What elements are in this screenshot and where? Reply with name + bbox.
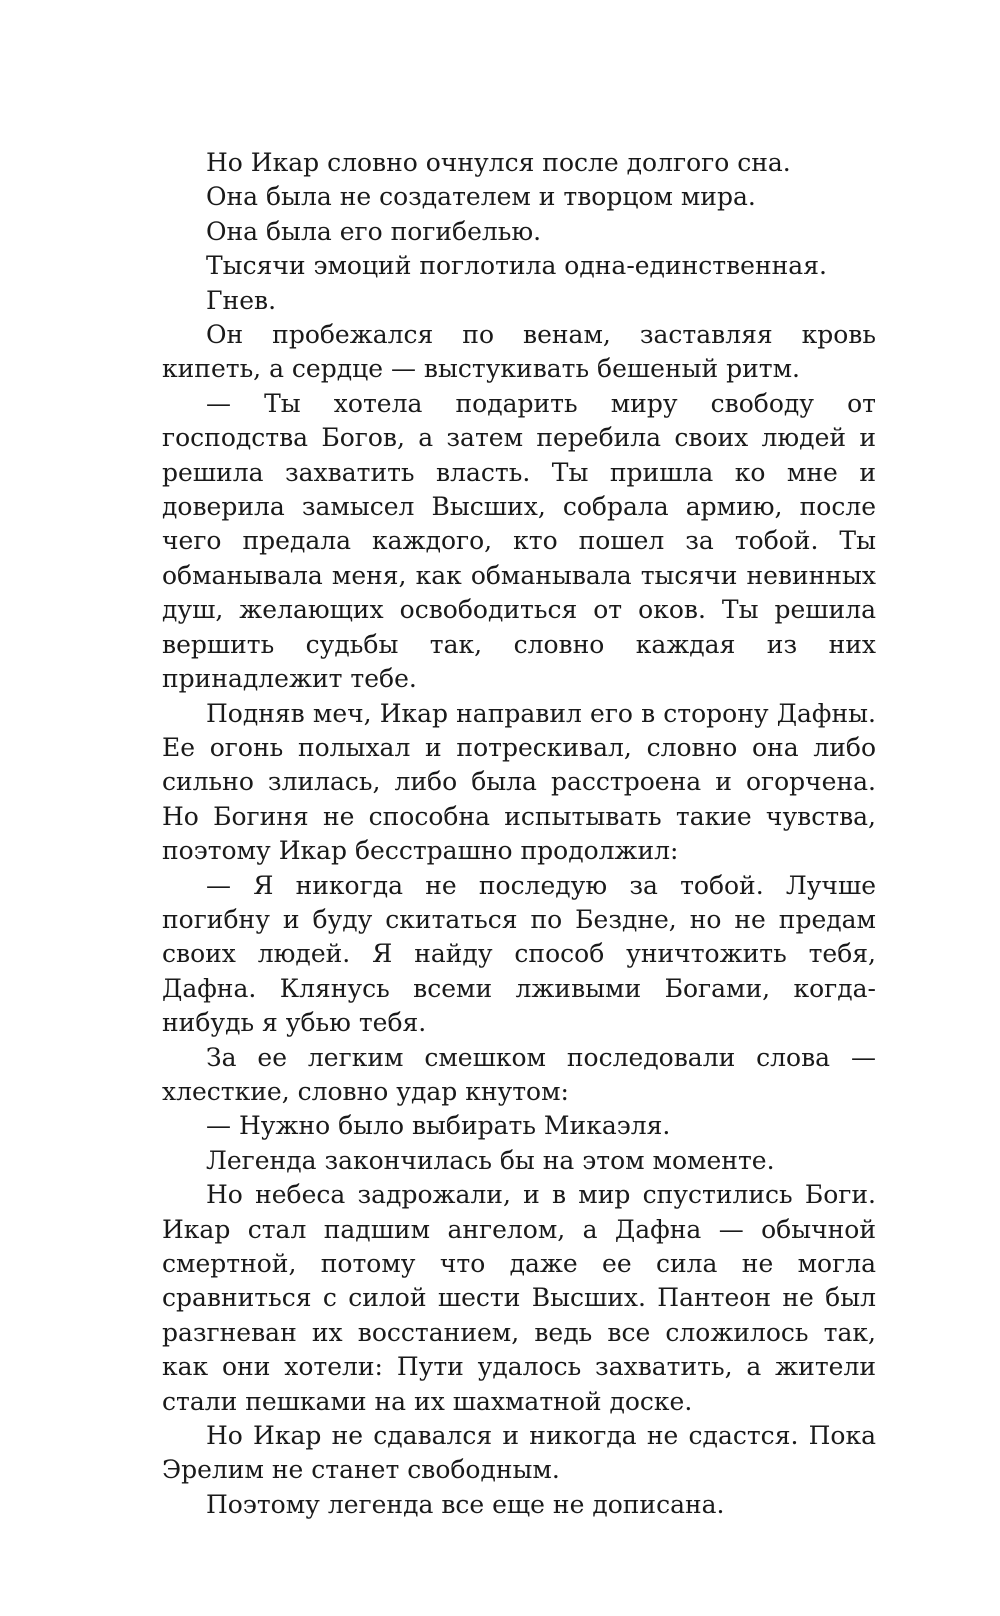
paragraph: Но Икар словно очнулся после долгого сна. [206, 148, 791, 177]
paragraph: Подняв меч, Икар направил его в сторону Дафны. Ее огонь полыхал и потрескивал, словно она либо сильно злилась, либо была расстроена и огорчена. Но Богиня не способна испытывать такие чувства, поэтому Икар бесстрашно продолжил: [162, 698, 876, 866]
paragraph: — Нужно было выбирать Микаэля. [206, 1111, 671, 1141]
page-body-text [162, 146, 876, 1522]
paragraph: Легенда закончилась бы на этом моменте. [206, 1145, 775, 1175]
paragraph: Она была его погибелью. [206, 216, 542, 246]
paragraph: Гнев. [206, 285, 277, 315]
paragraph: Тысячи эмоций поглотила одна-единственная. [206, 251, 827, 281]
paragraph: Но Икар не сдавался и никогда не сдастся. Пока Эрелим не станет свободным. [162, 1421, 876, 1485]
paragraph: Поэтому легенда все еще не дописана. [206, 1489, 725, 1519]
paragraph: Она была не создателем и творцом мира. [206, 182, 756, 212]
paragraph: — Ты хотела подарить миру свободу от господства Богов, а затем перебила своих людей и решила захватить власть. Ты пришла ко мне и доверила замысел Высших, собрала армию, после чего предала каждого, кто пошел за тобой. Ты обманывала меня, как обманывала тысячи невинных душ, желающих освободиться от оков. Ты решила вершить судьбы так, словно каждая из них принадлежит тебе. [162, 388, 876, 694]
paragraph: Но небеса задрожали, и в мир спустились Боги. Икар стал падшим ангелом, а Дафна — обычной смертной, потому что даже ее сила не могла сравниться с силой шести Высших. Пантеон не был разгневан их восстанием, ведь все сложилось так, как они хотели: Пути удалось захватить, а жители стали пешками на их шахматной доске. [162, 1180, 876, 1416]
paragraph: За ее легким смешком последовали слова — хлесткие, словно удар кнутом: [162, 1042, 876, 1106]
paragraph: — Я никогда не последую за тобой. Лучше погибну и буду скитаться по Бездне, но не предам своих людей. Я найду способ уничтожить тебя, Дафна. Клянусь всеми лживыми Богами, когда-нибудь я убью тебя. [162, 870, 876, 1038]
paragraph: Он пробежался по венам, заставляя кровь кипеть, а сердце — выстукивать бешеный ритм. [162, 320, 876, 384]
